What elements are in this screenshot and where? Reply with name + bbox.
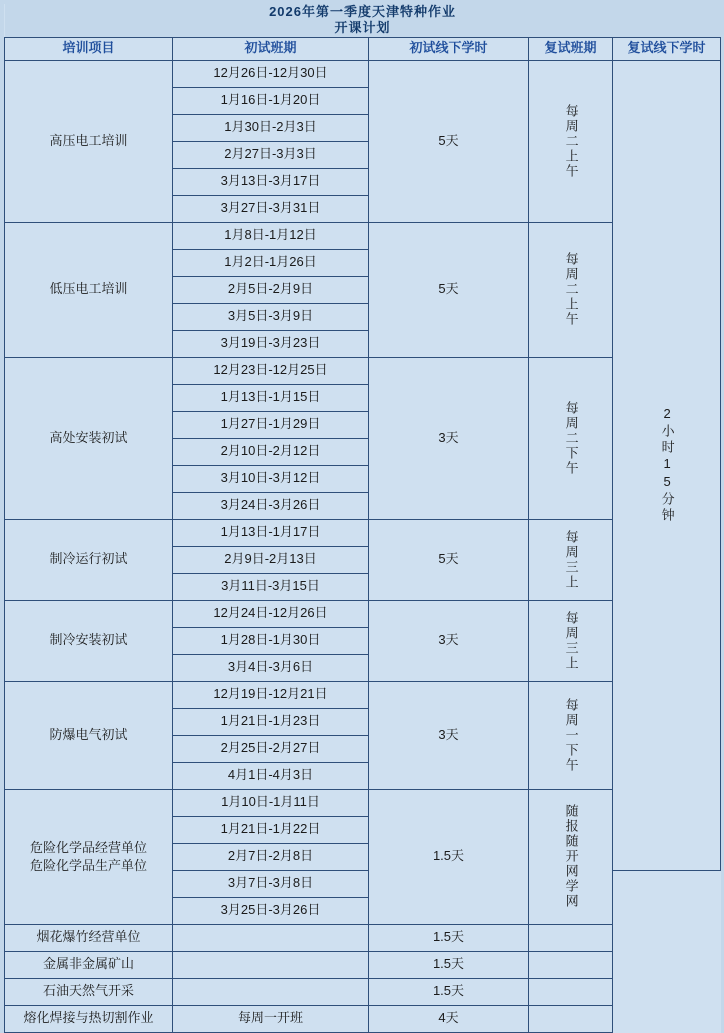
class-date: 3月4日-3月6日 (173, 654, 369, 681)
retest-date-text: 每周三上 (563, 529, 579, 590)
first-hours: 5天 (369, 519, 529, 600)
retest-date (529, 924, 613, 951)
program-name: 金属非金属矿山 (5, 951, 173, 978)
class-date: 3月25日-3月26日 (173, 897, 369, 924)
first-hours: 1.5天 (369, 978, 529, 1005)
class-date: 3月24日-3月26日 (173, 492, 369, 519)
first-hours: 5天 (369, 222, 529, 357)
retest-date (529, 222, 613, 357)
first-hours: 3天 (369, 600, 529, 681)
retest-date-text: 每周二上午 (563, 252, 579, 327)
class-date: 1月21日-1月23日 (173, 708, 369, 735)
class-date: 1月16日-1月20日 (173, 87, 369, 114)
class-date: 1月21日-1月22日 (173, 816, 369, 843)
class-date (173, 924, 369, 951)
program-name: 高压电工培训 (5, 60, 173, 222)
first-hours: 4天 (369, 1005, 529, 1032)
table-row (5, 1005, 721, 1032)
retest-hours-text: 2小时15分钟 (659, 406, 675, 524)
column-header-retest-dates: 复试班期 (529, 37, 613, 60)
retest-date (529, 519, 613, 600)
class-date: 1月13日-1月15日 (173, 384, 369, 411)
header-row (5, 37, 721, 60)
class-date: 1月10日-1月11日 (173, 789, 369, 816)
class-date: 2月27日-3月3日 (173, 141, 369, 168)
title-line-2: 开课计划 (334, 20, 391, 36)
class-date (173, 978, 369, 1005)
first-hours: 3天 (369, 681, 529, 789)
program-name: 石油天然气开采 (5, 978, 173, 1005)
retest-date (529, 681, 613, 789)
retest-date (529, 789, 613, 924)
retest-date (529, 600, 613, 681)
class-date: 12月26日-12月30日 (173, 60, 369, 87)
column-header-program: 培训项目 (5, 37, 173, 60)
class-date: 1月13日-1月17日 (173, 519, 369, 546)
class-date: 3月7日-3月8日 (173, 870, 369, 897)
first-hours: 1.5天 (369, 951, 529, 978)
training-plan-table (4, 4, 721, 1033)
class-date: 3月27日-3月31日 (173, 195, 369, 222)
class-date: 3月10日-3月12日 (173, 465, 369, 492)
program-name: 防爆电气初试 (5, 681, 173, 789)
class-date (173, 951, 369, 978)
page-title (5, 4, 721, 37)
program-name: 制冷运行初试 (5, 519, 173, 600)
first-hours: 3天 (369, 357, 529, 519)
retest-date (529, 978, 613, 1005)
program-name: 熔化焊接与热切割作业 (5, 1005, 173, 1032)
program-name: 低压电工培训 (5, 222, 173, 357)
program-name-line-1: 危险化学品经营单位 (29, 839, 147, 855)
program-name: 制冷安装初试 (5, 600, 173, 681)
retest-date-text: 每周二下午 (563, 400, 579, 476)
class-date: 3月19日-3月23日 (173, 330, 369, 357)
first-hours: 1.5天 (369, 924, 529, 951)
class-date: 12月24日-12月26日 (173, 600, 369, 627)
column-header-retest-hours: 复试线下学时 (613, 37, 721, 60)
column-header-first-dates: 初试班期 (173, 37, 369, 60)
program-name-line-2: 危险化学品生产单位 (29, 857, 147, 873)
class-date: 1月2日-1月26日 (173, 249, 369, 276)
title-row (5, 4, 721, 37)
class-date: 1月28日-1月30日 (173, 627, 369, 654)
class-date: 2月10日-2月12日 (173, 438, 369, 465)
class-date: 3月5日-3月9日 (173, 303, 369, 330)
retest-date-text: 每周一下午 (563, 697, 579, 773)
class-date: 3月11日-3月15日 (173, 573, 369, 600)
retest-date (529, 60, 613, 222)
retest-date-text: 每周二上午 (563, 103, 579, 179)
title-line-1: 2026年第一季度天津特种作业 (269, 4, 456, 19)
table-row (5, 951, 721, 978)
retest-hours (613, 60, 721, 870)
retest-date-text: 每周三上 (563, 610, 579, 671)
class-date: 2月7日-2月8日 (173, 843, 369, 870)
column-header-first-hours: 初试线下学时 (369, 37, 529, 60)
class-date: 2月9日-2月13日 (173, 546, 369, 573)
class-date: 1月27日-1月29日 (173, 411, 369, 438)
first-hours: 5天 (369, 60, 529, 222)
class-date: 4月1日-4月3日 (173, 762, 369, 789)
retest-date-text: 随报随开网学网 (563, 804, 579, 909)
table-row (5, 978, 721, 1005)
retest-date (529, 1005, 613, 1032)
program-name (5, 789, 173, 924)
program-name: 烟花爆竹经营单位 (5, 924, 173, 951)
class-date: 1月30日-2月3日 (173, 114, 369, 141)
class-date: 1月8日-1月12日 (173, 222, 369, 249)
table-row (5, 924, 721, 951)
retest-date (529, 951, 613, 978)
class-date: 每周一开班 (173, 1005, 369, 1032)
class-date: 12月23日-12月25日 (173, 357, 369, 384)
class-date: 2月25日-2月27日 (173, 735, 369, 762)
class-date: 2月5日-2月9日 (173, 276, 369, 303)
program-name: 高处安装初试 (5, 357, 173, 519)
first-hours: 1.5天 (369, 789, 529, 924)
class-date: 3月13日-3月17日 (173, 168, 369, 195)
table-row (5, 60, 721, 87)
class-date: 12月19日-12月21日 (173, 681, 369, 708)
retest-date (529, 357, 613, 519)
